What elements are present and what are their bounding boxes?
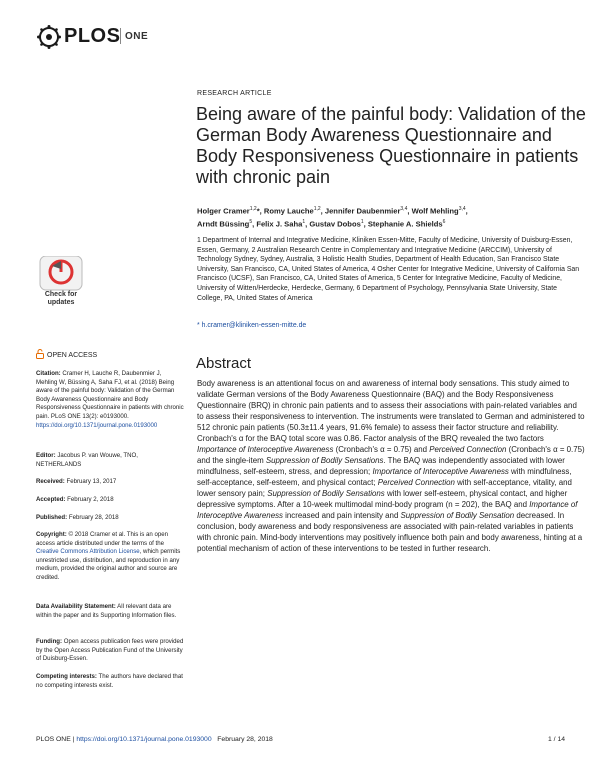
- affiliations: 1 Department of Internal and Integrative Medicine, Kliniken Essen-Mitte, Faculty of Medicine, University of Duisburg-Essen, Essen, Germany, 2 Australian Research Centre in Complementary and Integrative Medicine (ARCCIM), University of Technology Sydney, Sydney, Australia, 3 Holistic Health Studies, Department of Health Education, San Francisco State University, San Francisco, CA, United States of America, 4 Osher Center for Integrative Medicine, University of California San Francisco (UCSF), San Francisco, CA, United States of America, 5 Center for Integrative Medicine, Faculty of Medicine, University of Witten/Herdecke, Herdecke, Germany, 6 Department of Psychology, Pennsylvania State University, State College, PA, United States of America: [197, 237, 580, 302]
- affil-sup: 3,4: [400, 206, 408, 212]
- page-number: 1 / 14: [548, 736, 566, 743]
- cc-license-link[interactable]: Creative Commons Attribution License: [36, 548, 140, 556]
- abstract-italic: Importance of Interoceptive Awareness: [197, 500, 578, 520]
- footer-doi-link[interactable]: https://doi.org/10.1371/journal.pone.0193000: [76, 736, 212, 743]
- article-title: Being aware of the painful body: Validation of the German Body Awareness Questionnaire and Body Responsiveness Questionnaire in patients with chronic pain: [196, 104, 586, 187]
- journal-name: ONE: [125, 31, 149, 42]
- abstract-italic: Importance of Interoceptive Awareness: [372, 467, 509, 476]
- funding-text: Open access publication fees were provided by the Open Access Publication Fund of the University of Duisburg-Essen.: [36, 638, 184, 663]
- author-name[interactable]: Holger Cramer: [197, 206, 250, 216]
- publisher-name: PLOS: [64, 25, 121, 47]
- page-footer: [36, 736, 273, 743]
- abstract-text: with self-acceptance, vitality, and lower sensory pain;: [197, 478, 572, 498]
- open-access-label: OPEN ACCESS: [47, 352, 98, 359]
- data-availability-label: Data Availability Statement:: [36, 603, 116, 610]
- editor-block: [36, 452, 184, 469]
- open-access-lock-icon: [36, 349, 44, 359]
- competing-interests-text: The authors have declared that no competing interests exist.: [36, 673, 183, 689]
- abstract-italic: Suppression of Bodily Sensations: [267, 489, 385, 498]
- received-label: Received:: [36, 478, 65, 485]
- abstract-italic: Suppression of Bodily Sensation: [400, 511, 515, 520]
- editor-label: Editor:: [36, 452, 56, 459]
- footer-journal: PLOS ONE: [36, 736, 71, 743]
- abstract-body: [197, 378, 585, 554]
- abstract-heading: Abstract: [196, 355, 252, 372]
- affil-sup: 1,2: [249, 206, 257, 212]
- abstract-text: Body awareness is an attentional focus on and awareness of internal body sensations. This study aimed to validate German versions of the Body Awareness Questionnaire (BAQ) and the Body Responsiveness Questionnaire (BRQ) in chronic pain patients and to assess their associations with pain-related variables and to assess their responsiveness to intervention. The instruments were translated to German and administered to 512 chronic pain patients (50.3±11.4 years, 91.6% female) to assess their factor structure and reliability. Cronbach's α for the BAQ total score was 0.86. Factor analysis of the BRQ revealed the two factors: [197, 379, 585, 443]
- affil-sup: 1,2: [313, 206, 321, 212]
- abstract-italic: Suppression of Bodily Sensations: [265, 456, 384, 465]
- editor-text: Jacobus P. van Wouwe, TNO, NETHERLANDS: [36, 452, 138, 468]
- received-block: [36, 478, 184, 487]
- data-availability-text: All relevant data are within the paper and its Supporting Information files.: [36, 603, 177, 619]
- copyright-text: © 2018 Cramer et al. This is an open access article distributed under the terms of the: [36, 531, 169, 547]
- abstract-italic: Perceived Connection: [377, 478, 455, 487]
- competing-interests-label: Competing interests:: [36, 673, 97, 680]
- abstract-text: . The BAQ was independently associated with lower mindfulness, self-esteem, stress, and depression;: [197, 456, 565, 476]
- logo-divider: [120, 28, 121, 44]
- plos-logo-icon: [36, 24, 62, 50]
- author-sep: ,: [465, 206, 468, 216]
- received-date: February 13, 2017: [66, 478, 117, 485]
- abstract-text: (Cronbach's α = 0.75) and the single-item: [197, 445, 585, 465]
- abstract-italic: Importance of Interoceptive Awareness: [197, 445, 334, 454]
- abstract-text: increased and pain intensity and: [282, 511, 401, 520]
- copyright-text: , which permits unrestricted use, distribution, and reproduction in any medium, provided the original author and source are credited.: [36, 548, 181, 581]
- abstract-text: (Cronbach's α = 0.75) and: [333, 445, 430, 454]
- affil-sup: 6: [442, 218, 446, 225]
- accepted-date: February 2, 2018: [67, 496, 114, 503]
- abstract-text: decreased. In conclusion, body awareness and body responsiveness are associated with pain-related variables in patients with chronic pain. Mind-body interventions may positively influence both pain and body awareness, hinting at a potential mechanism of action of these interventions to be tested in further research.: [197, 511, 583, 553]
- citation-block: [36, 370, 184, 430]
- published-block: [36, 514, 184, 523]
- affil-sup: 5: [249, 218, 253, 225]
- affil-sup: 1: [302, 218, 306, 225]
- citation-text: Cramer H, Lauche R, Daubenmier J, Mehling W, Büssing A, Saha FJ, et al. (2018) Being aware of the painful body: Validation of the German Body Awareness Questionnaire and Body Responsiveness Questionnaire in patients with chronic pain. PLoS ONE 13(2): e0193000.: [36, 370, 184, 420]
- author-name[interactable]: , Felix J. Saha: [252, 219, 303, 229]
- author-name[interactable]: , Wolf Mehling: [407, 206, 459, 216]
- funding-block: [36, 638, 184, 664]
- author-name[interactable]: , Jennifer Daubenmier: [320, 206, 401, 216]
- accepted-label: Accepted:: [36, 496, 66, 503]
- abstract-text: with lower self-esteem, physical contact, and higher depressive symptoms. After a 10-week multimodal mind-body program (n = 202), the BAQ and: [197, 489, 568, 509]
- author-name[interactable]: , Gustav Dobos: [305, 219, 361, 229]
- competing-interests-block: [36, 673, 184, 690]
- abstract-text: with mindfulness, self-acceptance, self-esteem, and physical contact;: [197, 467, 572, 487]
- footer-date: February 28, 2018: [217, 736, 273, 743]
- citation-label: Citation:: [36, 370, 61, 377]
- author-name[interactable]: Arndt Büssing: [197, 219, 250, 229]
- author-name[interactable]: , Stephanie A. Shields: [363, 219, 443, 229]
- corresponding-email[interactable]: * h.cramer@kliniken-essen-mitte.de: [197, 322, 307, 329]
- copyright-label: Copyright:: [36, 531, 67, 538]
- accepted-block: [36, 496, 184, 505]
- author-name[interactable]: *, Romy Lauche: [256, 206, 314, 216]
- footer-separator: |: [70, 736, 77, 743]
- copyright-block: [36, 531, 184, 583]
- data-availability-block: [36, 603, 184, 620]
- author-list: [197, 204, 577, 229]
- published-label: Published:: [36, 514, 68, 521]
- citation-doi-link[interactable]: https://doi.org/10.1371/journal.pone.0193000: [36, 421, 158, 429]
- abstract-italic: Perceived Connection: [429, 445, 507, 454]
- article-type: RESEARCH ARTICLE: [197, 90, 272, 97]
- affil-sup: 1: [360, 218, 364, 225]
- published-date: February 28, 2018: [68, 514, 119, 521]
- affil-sup: 3,4: [458, 206, 466, 212]
- funding-label: Funding:: [36, 638, 63, 645]
- check-for-updates-label[interactable]: Check for updates: [44, 291, 78, 306]
